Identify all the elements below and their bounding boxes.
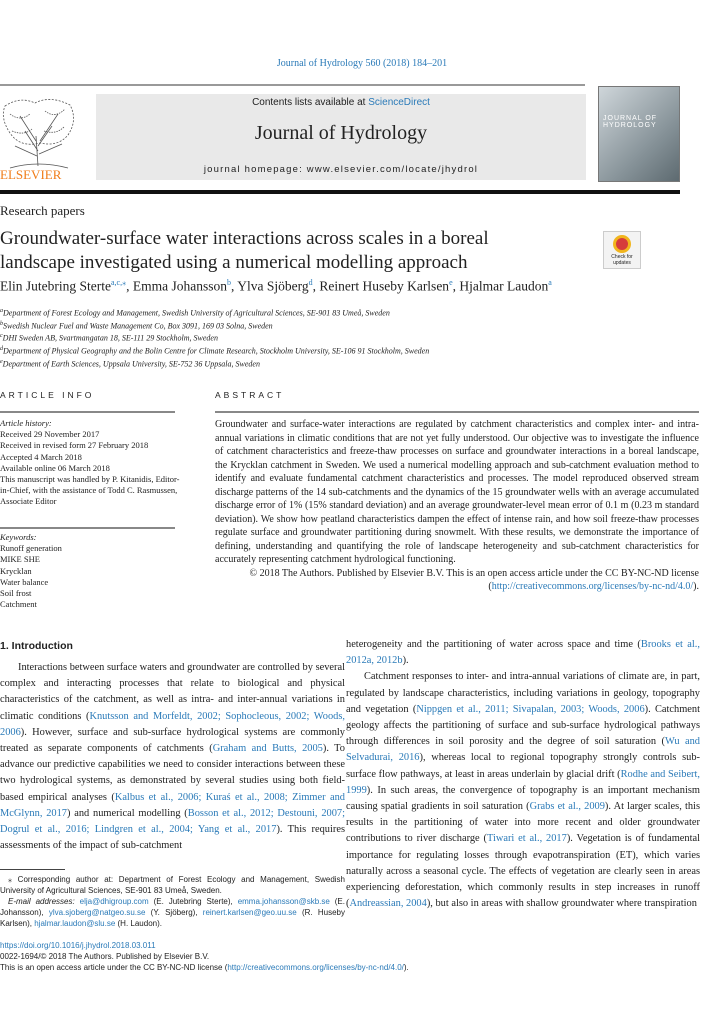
- history-item: Available online 06 March 2018: [0, 462, 110, 473]
- citation-link[interactable]: Andreassian, 2004: [349, 898, 427, 910]
- citation-link[interactable]: Bosson et al., 2012; Destouni, 2007; Dogrul et al., 2016; Lindgren et al., 2004; Yang et al., 2017: [0, 807, 345, 836]
- copyright-line: © 2018 The Authors. Published by Elsevier B.V. This is an open access article under the CC BY-NC-ND license (http://creativecommons.org/licenses/by-nc-nd/4.0/).: [249, 567, 699, 592]
- text-run: ). To advance our predictive capabilities we need to consider interactions between these two hydrological systems, as demonstrated by several studies using both field-based empirical analyses (: [0, 743, 345, 803]
- affiliation-text: Department of Forest Ecology and Management, Swedish University of Agricultural Sciences, SE-901 83 Umeå, Sweden: [3, 308, 390, 318]
- divider: [0, 527, 175, 529]
- paragraph: [346, 669, 700, 912]
- citation-link[interactable]: ylva.sjoberg@natgeo.su.se: [48, 908, 146, 917]
- affiliation: [0, 344, 429, 357]
- check-for-updates-button[interactable]: Check for updates: [603, 231, 641, 269]
- affiliation-marker: d: [0, 345, 3, 352]
- footnote: ⁎ Corresponding author at: Department of Forest Ecology and Management, Swedish University of Agricultural Sciences, SE-901 83 Umeå, Sweden. E-mail addresses: elja@dhigroup.com (E. Jutebring Sterte), emma.johansson@skb.se (E. Johansson), ylva.sjoberg@natgeo.su.se (Y. Sjöberg), reinert.karlsen@geo.uu.se (R. Huseby Karlsen), hjalmar.laudon@slu.se (H. Laudon).: [0, 875, 345, 928]
- text-run: ). However, surface and sub-surface hydrological systems are commonly treated as separate components of catchments (: [0, 726, 345, 755]
- text-run: ) and numerical modelling (: [67, 807, 188, 819]
- text-run: ), whereas local to regional topography strongly controls sub-surface flow pathways, at least in areas underlain by glacial drift (: [346, 752, 700, 780]
- check-updates-icon: [613, 235, 631, 253]
- svg-text:ELSEVIER: ELSEVIER: [0, 167, 62, 181]
- article-info-heading: ARTICLE INFO: [0, 390, 95, 400]
- keyword-list: [0, 543, 180, 610]
- journal-cover-image[interactable]: JOURNAL OF HYDROLOGY: [598, 86, 680, 182]
- abstract-heading: ABSTRACT: [215, 390, 285, 400]
- article-history: Article history: Received 29 November 2017 Received in revised form 27 February 2018 Accepted 4 March 2018 Available online 06 March 2018 This manuscript was handled by P. Kitanidis, Editor-in-Chief, with the assistance of Todd C. Rasmussen, Associate Editor: [0, 418, 180, 507]
- section-type: Research papers: [0, 203, 85, 218]
- citation-link[interactable]: Kalbus et al., 2006; Kuraś et al., 2008; Zimmer and McGlynn, 2017: [0, 791, 345, 819]
- sciencedirect-link[interactable]: ScienceDirect: [368, 97, 430, 108]
- citation-link[interactable]: hjalmar.laudon@slu.se: [34, 919, 116, 928]
- affiliation-text: Swedish Nuclear Fuel and Waste Management Co, Box 3091, 169 03 Solna, Sweden: [3, 321, 273, 331]
- text-run: (H. Laudon).: [115, 919, 162, 928]
- license-link[interactable]: http://creativecommons.org/licenses/by-nc-nd/4.0/: [227, 963, 404, 972]
- author-name[interactable]: Ylva Sjöberg: [237, 278, 309, 294]
- citation-link[interactable]: Graham and Butts, 2005: [212, 743, 323, 755]
- header-rule: [0, 190, 680, 194]
- body-column-right: [346, 637, 700, 912]
- text-run: ). Catchment geology affects the partitioning of surface and sub-surface hydrological pathways through differences in soil porosity and the degree of soil saturation (: [346, 703, 700, 748]
- citation-link[interactable]: elja@dhigroup.com: [79, 897, 149, 906]
- author-name[interactable]: Emma Johansson: [132, 278, 227, 294]
- citation-link[interactable]: Grabs et al., 2009: [529, 801, 605, 813]
- author-list: Elin Jutebring Sterte$^{a,c,⁎}$, Emma Johansson$^b$, Ylva Sjöberg$^d$, Reinert Huseby Karlsen$^e$, Hjalmar Laudon$^a$: [0, 278, 552, 294]
- affiliation-marker: a: [0, 308, 3, 314]
- history-item: This manuscript was handled by P. Kitanidis, Editor-in-Chief, with the assistance of Todd C. Rasmussen, Associate Editor: [0, 474, 180, 507]
- text-run: E-mail addresses:: [8, 897, 80, 906]
- keyword: Water balance: [0, 576, 49, 587]
- affiliation-marker: e: [0, 358, 3, 365]
- citation-link[interactable]: reinert.karlsen@geo.uu.se: [202, 908, 297, 917]
- paragraph: [0, 660, 345, 854]
- history-item: Received 29 November 2017: [0, 429, 100, 440]
- keyword: Runoff generation: [0, 543, 62, 554]
- section-heading: 1. Introduction: [0, 640, 73, 652]
- citation-link[interactable]: Nippgen et al., 2011; Sivapalan, 2003; Woods, 2006: [416, 703, 645, 715]
- affiliation: [0, 331, 429, 344]
- license-link[interactable]: http://creativecommons.org/licenses/by-nc-nd/4.0/: [491, 581, 694, 592]
- elsevier-tree-icon: [0, 96, 78, 181]
- page-footer: https://doi.org/10.1016/j.jhydrol.2018.03.011 0022-1694/© 2018 The Authors. Published by Elsevier B.V. This is an open access article under the CC BY-NC-ND license (http://creativecommons.org/licenses/by-nc-nd/4.0/).: [0, 941, 409, 972]
- text-run: Catchment responses to inter- and intra-annual variations of climate are, in part, regulated by landscape characteristics, including variations in geology, topography and vegetation (: [346, 671, 700, 715]
- text-run: ). At larger scales, this results in the partitioning of water into more recent and older groundwater contributions to river discharge (: [346, 801, 700, 845]
- author-affiliation-marker[interactable]: a: [548, 278, 552, 287]
- journal-header-box: [96, 94, 586, 180]
- body-column-left: [0, 660, 345, 854]
- affiliation: [0, 306, 429, 319]
- keywords: Keywords: Runoff generation MIKE SHE Krycklan Water balance Soil frost Catchment: [0, 532, 180, 610]
- keyword: Catchment: [0, 599, 37, 610]
- divider: [0, 411, 175, 413]
- citation-link[interactable]: emma.johansson@skb.se: [237, 897, 330, 906]
- text-run: ). This requires assessments of the impact of sub-catchment: [0, 824, 345, 852]
- citation-link[interactable]: Rodhe and Seibert, 1999: [346, 768, 701, 796]
- affiliation: [0, 357, 429, 370]
- divider: [215, 411, 699, 413]
- affiliation-text: Department of Earth Sciences, Uppsala University, SE-752 36 Uppsala, Sweden: [2, 359, 260, 369]
- author-affiliation-marker[interactable]: d: [308, 278, 313, 287]
- text-run: (E. Jutebring Sterte),: [148, 897, 238, 906]
- history-list: [0, 429, 180, 507]
- text-run: heterogeneity and the partitioning of water across space and time (: [346, 639, 641, 650]
- journal-title: Journal of Hydrology: [254, 122, 428, 144]
- author-affiliation-marker[interactable]: a,c,⁎: [110, 278, 127, 287]
- article-title: Groundwater-surface water interactions across scales in a boreal landscape investigated using a numerical modelling approach: [0, 228, 489, 273]
- footnote-rule: [0, 869, 65, 870]
- author-affiliation-marker[interactable]: b: [226, 278, 231, 287]
- elsevier-logo[interactable]: [0, 96, 78, 181]
- keyword: MIKE SHE: [0, 554, 40, 565]
- citation-link[interactable]: Knutsson and Morfeldt, 2002; Sophocleous, 2002; Woods, 2006: [0, 710, 345, 738]
- affiliation-marker: c: [0, 333, 3, 340]
- paragraph: [346, 637, 700, 669]
- history-item: Accepted 4 March 2018: [0, 451, 82, 462]
- author-name[interactable]: Elin Jutebring Sterte: [0, 278, 111, 294]
- affiliation-text: Department of Physical Geography and the Bolin Centre for Climate Research, Stockholm University, SE-106 91 Stockholm, Sweden: [3, 346, 430, 356]
- text-run: ), but also in areas with shallow groundwater where transpiration: [426, 898, 697, 910]
- author-name[interactable]: Hjalmar Laudon: [459, 278, 549, 294]
- journal-homepage[interactable]: journal homepage: www.elsevier.com/locate/jhydrol: [203, 164, 479, 175]
- text-run: (Y. Sjöberg),: [145, 908, 203, 917]
- text-run: Interactions between surface waters and groundwater are controlled by several complex and interacting processes that relate to biological and physical characteristics of the catchment, as well as intra- and inter-annual variations in climatic conditions (: [0, 662, 345, 722]
- text-run: (R. Huseby Karlsen),: [0, 908, 345, 928]
- journal-reference[interactable]: Journal of Hydrology 560 (2018) 184–201: [276, 58, 448, 69]
- affiliation-marker: b: [0, 320, 3, 327]
- affiliation-text: DHI Sweden AB, Svartmangatan 18, SE-111 29 Stockholm, Sweden: [2, 333, 218, 343]
- text-run: ). Vegetation is of fundamental importance for regulating losses through evapotranspiration (ET), which varies naturally across a seasonal cycle. The effects of vegetation are clearly seen in areas experiencing deforestation, which commonly results in step increases in runoff (: [346, 833, 700, 910]
- affiliations: [0, 306, 429, 369]
- text-run: ). In such areas, the convergence of topography is an important mechanism causing spatial gradients in soil saturation (: [346, 784, 700, 813]
- author-affiliation-marker[interactable]: e: [449, 278, 453, 287]
- doi-link[interactable]: https://doi.org/10.1016/j.jhydrol.2018.03.011: [0, 941, 156, 950]
- text-run: (E. Johansson),: [0, 897, 345, 917]
- keyword: Soil frost: [0, 588, 32, 599]
- citation-link[interactable]: Wu and Selvadurai, 2016: [346, 736, 700, 764]
- divider: [0, 84, 585, 86]
- affiliation: [0, 319, 429, 332]
- citation-link[interactable]: Tiwari et al., 2017: [486, 833, 567, 845]
- abstract-text: Groundwater and surface-water interactions are regulated by catchment characteristics and complex inter- and intra-annual variations in climatic conditions that are not yet fully understood. Our objective was to investigate the influence of catchment characteristics and freeze-thaw processes on surface and groundwater interactions in a boreal landscape, the Krycklan catchment in Sweden. We used a numerical modelling approach and sub-catchment evaluation method to identify and evaluate fundamental catchment characteristics and processes. The model reproduced observed stream discharge patterns of the 14 sub-catchments and the dynamics of the 15 groundwater wells with an average accumulated discharge error of 1% (15% standard deviation) and an average groundwater-level mean error of 0.1 m (0.23 m standard deviation). We show how peatland characteristics dampen the effect of intense rain, and how soil freeze-thaw processes regulate surface and groundwater partitioning during snowmelt. With these results, we demonstrate the importance of defining, understanding and quantifying the role of landscape heterogeneity and sub-catchment characteristics for accurately representing catchment hydrological functioning. © 2018 The Authors. Published by Elsevier B.V. This is an open access article under the CC BY-NC-ND license (http://creativecommons.org/licenses/by-nc-nd/4.0/).: [215, 419, 699, 592]
- keyword: Krycklan: [0, 565, 32, 576]
- history-item: Received in revised form 27 February 2018: [0, 440, 149, 451]
- author-name[interactable]: Reinert Huseby Karlsen: [319, 278, 450, 294]
- text-run: ).: [402, 655, 409, 667]
- email-addresses: [0, 896, 345, 929]
- citation-link[interactable]: Brooks et al., 2012a, 2012b: [346, 639, 700, 667]
- contents-line: Contents lists available at ScienceDirect: [252, 97, 430, 108]
